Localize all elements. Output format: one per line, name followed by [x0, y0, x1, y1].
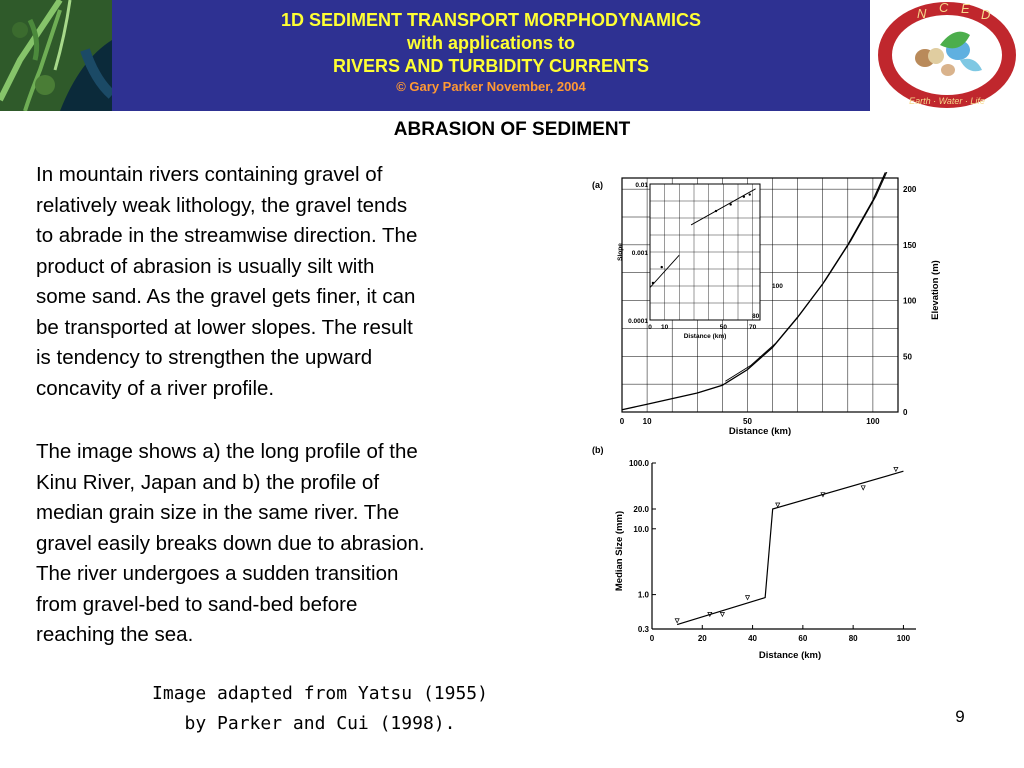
figure-b-grain-size: [586, 441, 946, 666]
grain-size-data-point: [720, 612, 724, 616]
banner-title-block: [112, 0, 870, 111]
x-tick-label-b: 60: [798, 634, 808, 643]
banner-line-2: with applications to: [406, 33, 575, 53]
inset-data-point: [661, 266, 663, 268]
x-axis-label-a: Distance (km): [728, 426, 792, 437]
body-paragraph-1: In mountain rivers containing gravel of relatively weak lithology, the gravel tends to abrade in the streamwise direction. The product of abrasion is usually silt with some sand. As the gravel gets finer, it can be transported at lower slopes. The result is tendency to strengthen the upward concavity of a river profile.: [36, 163, 418, 400]
figure-a-long-profile: [586, 172, 946, 442]
y-tick-label-b: 1.0: [637, 590, 649, 600]
inset-inner-tick-label: 100: [772, 283, 783, 290]
inset-x-axis-label: Distance (km): [683, 333, 727, 340]
y-tick-label: 100: [903, 296, 917, 306]
y-tick-label: 200: [903, 185, 917, 195]
inset-x-tick-label: 10: [661, 324, 669, 331]
grain-size-data-point: [746, 596, 750, 600]
y-axis-label-a: Elevation (m): [930, 260, 941, 320]
banner: [0, 0, 1024, 111]
x-tick-label-b: 100: [896, 634, 911, 643]
banner-line-3: RIVERS AND TURBIDITY CURRENTS: [332, 56, 650, 76]
inset-y-tick-label: 0.01: [635, 182, 648, 189]
inset-x-tick-label: 50: [719, 324, 727, 331]
x-axis-label-b: Distance (km): [758, 650, 822, 661]
grain-size-data-point: [675, 619, 679, 623]
logo-letter: D: [981, 7, 991, 22]
x-tick-label: 10: [642, 417, 652, 426]
slide-title: ABRASION OF SEDIMENT: [393, 119, 631, 140]
logo-letter: N: [917, 6, 927, 21]
caption-line-1: Image adapted from Yatsu (1955): [152, 683, 488, 704]
logo-motto: Earth · Water · Life: [909, 96, 985, 106]
image-credit-caption: [100, 679, 540, 739]
y-tick-label-b: 100.0: [628, 459, 649, 468]
satellite-delta-image: [0, 0, 112, 111]
inset-y-tick-label: 0.001: [631, 250, 648, 257]
grain-size-trend-line: [677, 471, 903, 624]
panel-label-b: (b): [592, 445, 604, 455]
banner-line-1: 1D SEDIMENT TRANSPORT MORPHODYNAMICS: [280, 10, 702, 30]
inset-x-tick-label: 70: [749, 324, 757, 331]
inset-y-axis-label: Slope: [617, 243, 624, 261]
logo-letter: C: [939, 0, 949, 15]
x-tick-label-b: 0: [649, 634, 655, 643]
body-paragraph-2: The image shows a) the long profile of the Kinu River, Japan and b) the profile of median grain size in the same river. The gravel easily breaks down due to abrasion. The river undergoes a sudden transition from gravel-bed to sand-bed before reaching the sea.: [36, 440, 425, 646]
inset-x-tick-label: 0: [648, 324, 652, 331]
inset-y-tick-label: 0.0001: [628, 318, 648, 325]
y-tick-label: 50: [903, 352, 912, 362]
grain-size-data-point: [894, 467, 898, 471]
panel-label-a: (a): [592, 180, 603, 190]
grain-size-data-point: [861, 486, 865, 490]
banner-copyright: © Gary Parker November, 2004: [396, 79, 586, 94]
inset-inner-tick-label: 80: [752, 313, 760, 320]
y-tick-label: 0: [903, 408, 908, 417]
inset-data-point: [749, 193, 751, 195]
caption-line-2: by Parker and Cui (1998).: [184, 713, 456, 734]
logo-letter: E: [961, 1, 970, 16]
y-tick-label-b: 10.0: [633, 524, 649, 534]
x-tick-label: 0: [619, 417, 625, 426]
grain-size-data-point: [776, 503, 780, 507]
x-tick-label-b: 40: [748, 634, 758, 643]
x-tick-label: 50: [743, 417, 752, 426]
y-axis-label-b: Median Size (mm): [614, 510, 625, 592]
y-tick-label-b: 0.3: [637, 625, 649, 634]
x-tick-label: 100: [866, 417, 880, 426]
nced-logo: [870, 0, 1024, 111]
x-tick-label-b: 80: [848, 634, 858, 643]
y-tick-label: 150: [903, 240, 917, 250]
x-tick-label-b: 20: [697, 634, 707, 643]
page-number: 9: [955, 707, 965, 726]
y-tick-label-b: 20.0: [633, 504, 649, 514]
